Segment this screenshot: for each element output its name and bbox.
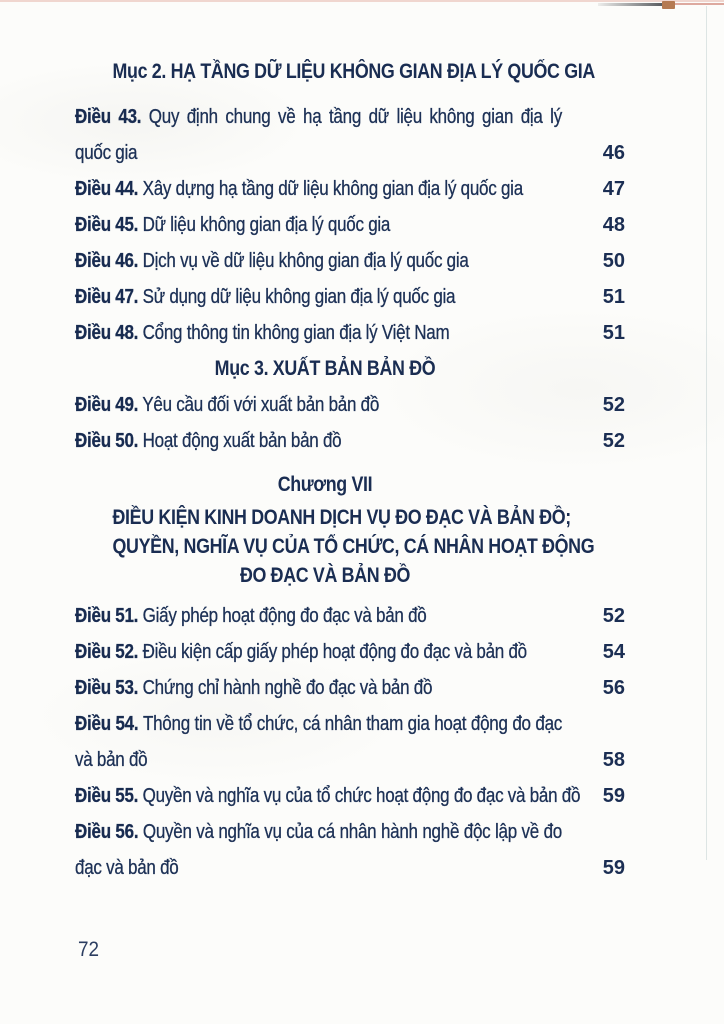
entry-text <box>75 207 585 243</box>
entry-description: Quyền và nghĩa vụ của tổ chức hoạt động đo đạc và bản đồ <box>142 785 581 807</box>
entry-label: Điều 51. <box>75 605 139 627</box>
entry-word: nghĩa <box>218 821 260 843</box>
entry-label: Điều 48. <box>75 322 139 344</box>
entry-text-continued: quốc gia <box>75 142 138 164</box>
entry-word: nghề <box>422 821 460 843</box>
toc-entry-line-justified <box>75 814 562 850</box>
entry-word: hạ <box>302 106 322 128</box>
entry-description: Chứng chỉ hành nghề đo đạc và bản đồ <box>142 677 433 699</box>
entry-word: Quy <box>148 106 180 128</box>
entry-label: Điều 55. <box>75 785 139 807</box>
entry-description: Yêu cầu đối với xuất bản bản đồ <box>142 394 380 416</box>
entry-word: động <box>470 713 508 735</box>
entry-label: Điều 47. <box>75 286 139 308</box>
entry-label: Điều 50. <box>75 430 139 452</box>
entry-page-number: 56 <box>602 677 625 699</box>
toc-entry <box>75 778 625 814</box>
entry-word: vụ <box>264 821 282 843</box>
entry-word: độc <box>463 821 491 843</box>
toc-entry <box>75 135 625 171</box>
table-of-contents <box>75 54 625 886</box>
scan-artifact-pink-line <box>675 3 724 5</box>
entry-word: Quyền <box>142 821 192 843</box>
toc-entry <box>75 171 625 207</box>
entry-description: Điều kiện cấp giấy phép hoạt động đo đạc và bản đồ <box>142 641 527 663</box>
toc-entry <box>75 598 625 634</box>
entry-word: hành <box>380 821 418 843</box>
entry-description: Giấy phép hoạt động đo đạc và bản đồ <box>142 605 427 627</box>
entry-word: lý <box>550 106 562 128</box>
scan-artifact-edge-line <box>706 6 707 860</box>
entry-word: không <box>429 106 475 128</box>
entry-page-number: 52 <box>602 430 625 452</box>
entry-text-continued: và bản đồ <box>75 749 148 771</box>
section-heading: Mục 2. HẠ TẦNG DỮ LIỆU KHÔNG GIAN ĐỊA LÝ QUỐC GIA <box>112 60 595 83</box>
toc-entry <box>75 315 625 351</box>
entry-page-number: 47 <box>602 178 625 200</box>
entry-word: định <box>186 106 218 128</box>
toc-entry <box>75 279 625 315</box>
section-heading: Mục 3. XUẤT BẢN BẢN ĐỒ <box>214 357 436 380</box>
entry-label-word: 43. <box>118 106 142 128</box>
entry-word: Thông <box>142 713 190 735</box>
chapter-title-line: ĐO ĐẠC VÀ BẢN ĐỒ <box>239 564 411 587</box>
scan-artifact-orange-tab <box>662 1 675 9</box>
entry-word: của <box>286 821 313 843</box>
entry-page-number: 46 <box>602 142 625 164</box>
entry-page-number: 48 <box>602 214 625 236</box>
toc-entry <box>75 742 625 778</box>
entry-text <box>75 243 585 279</box>
entry-text <box>75 598 585 634</box>
entry-page-number: 50 <box>602 250 625 272</box>
entry-word: về <box>278 106 296 128</box>
scan-artifact-top-line <box>0 0 724 2</box>
entry-text <box>75 315 585 351</box>
toc-entry <box>75 423 625 459</box>
entry-text <box>75 279 585 315</box>
entry-word: chung <box>225 106 271 128</box>
chapter-title <box>75 503 625 590</box>
entry-text <box>75 423 585 459</box>
entry-word: đo <box>543 821 562 843</box>
entry-word: nhân <box>339 821 377 843</box>
chapter-title-line: QUYỀN, NGHĨA VỤ CỦA TỔ CHỨC, CÁ NHÂN HOẠT ĐỘNG <box>112 535 595 558</box>
entry-label-word: Điều <box>75 713 111 735</box>
scan-artifact-gray-line <box>598 3 664 6</box>
entry-word: hoạt <box>434 713 467 735</box>
toc-entry-line-justified <box>75 99 562 135</box>
toc-entry <box>75 850 625 886</box>
entry-word: địa <box>520 106 543 128</box>
entry-word: về <box>216 713 234 735</box>
entry-word: cá <box>317 821 335 843</box>
entry-page-number: 54 <box>602 641 625 663</box>
toc-entry-line-justified <box>75 706 562 742</box>
entry-label-word: 54. <box>115 713 139 735</box>
page-number: 72 <box>78 938 100 961</box>
entry-label: Điều 45. <box>75 214 139 236</box>
toc-entry <box>75 387 625 423</box>
entry-description: Dữ liệu không gian địa lý quốc gia <box>142 214 391 236</box>
entry-page-number: 51 <box>602 286 625 308</box>
toc-entry <box>75 670 625 706</box>
entry-label: Điều 46. <box>75 250 139 272</box>
entry-label-word: 56. <box>115 821 139 843</box>
entry-label-word: Điều <box>75 106 111 128</box>
entry-word: chức, <box>256 713 299 735</box>
entry-page-number: 52 <box>602 394 625 416</box>
entry-label: Điều 44. <box>75 178 139 200</box>
entry-word: dữ <box>368 106 389 128</box>
entry-word: và <box>196 821 214 843</box>
entry-word: tổ <box>238 713 253 735</box>
entry-label: Điều 53. <box>75 677 139 699</box>
entry-page-number: 59 <box>602 857 625 879</box>
entry-description: Hoạt động xuất bản bản đồ <box>142 430 342 452</box>
entry-word: gian <box>482 106 514 128</box>
entry-word: đạc <box>535 713 563 735</box>
toc-entry <box>75 634 625 670</box>
chapter-label: Chương VII <box>277 473 373 496</box>
entry-page-number: 52 <box>602 605 625 627</box>
entry-word: gia <box>407 713 430 735</box>
entry-word: tầng <box>328 106 362 128</box>
chapter-title-line: ĐIỀU KIỆN KINH DOANH DỊCH VỤ ĐO ĐẠC VÀ BẢN ĐỒ; <box>112 506 571 529</box>
entry-word: cá <box>302 713 321 735</box>
entry-text <box>75 670 585 706</box>
entry-word: đo <box>512 713 531 735</box>
entry-text-continued: đạc và bản đồ <box>75 857 179 879</box>
entry-page-number: 58 <box>602 749 625 771</box>
entry-label-word: Điều <box>75 821 111 843</box>
entry-label: Điều 49. <box>75 394 139 416</box>
entry-text <box>75 778 585 814</box>
entry-word: nhân <box>324 713 362 735</box>
toc-entry <box>75 243 625 279</box>
entry-description: Cổng thông tin không gian địa lý Việt Nam <box>142 322 450 344</box>
entry-word: liệu <box>396 106 422 128</box>
entry-text <box>75 634 585 670</box>
entry-page-number: 59 <box>602 785 625 807</box>
entry-word: về <box>521 821 539 843</box>
entry-page-number: 51 <box>602 322 625 344</box>
entry-text <box>75 387 585 423</box>
entry-word: lập <box>495 821 517 843</box>
toc-entry <box>75 207 625 243</box>
entry-description: Sử dụng dữ liệu không gian địa lý quốc gia <box>142 286 456 308</box>
entry-description: Dịch vụ về dữ liệu không gian địa lý quốc gia <box>142 250 469 272</box>
entry-text <box>75 171 585 207</box>
entry-label: Điều 52. <box>75 641 139 663</box>
entry-word: tham <box>366 713 403 735</box>
entry-description: Xây dựng hạ tầng dữ liệu không gian địa lý quốc gia <box>142 178 523 200</box>
entry-word: tin <box>194 713 212 735</box>
